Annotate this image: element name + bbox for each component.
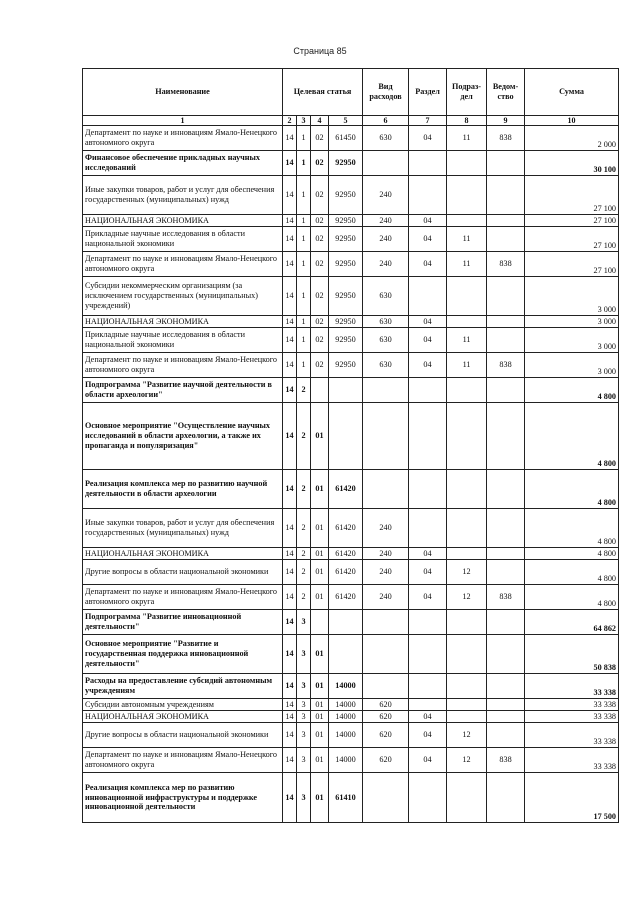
- target-code: 92950: [329, 316, 363, 328]
- section: [409, 176, 447, 215]
- subsection: [447, 699, 487, 711]
- index-cell: 4: [311, 116, 329, 126]
- department: [487, 548, 525, 560]
- target-subprogram: 1: [297, 227, 311, 252]
- subsection: 12: [447, 748, 487, 773]
- target-measure: 02: [311, 215, 329, 227]
- amount: 4 800: [525, 509, 619, 548]
- header-sum: Сумма: [525, 69, 619, 116]
- budget-table: [82, 68, 619, 823]
- subsection: 12: [447, 560, 487, 585]
- target-subprogram: 3: [297, 699, 311, 711]
- department: [487, 470, 525, 509]
- row-name: Реализация комплекса мер по развитию инновационной инфраструктуры и поддержке инновационной деятельности: [83, 773, 283, 823]
- index-cell: 3: [297, 116, 311, 126]
- target-program: 14: [283, 723, 297, 748]
- target-code: [329, 378, 363, 403]
- amount: 3 000: [525, 316, 619, 328]
- target-measure: 01: [311, 403, 329, 470]
- target-code: 14000: [329, 723, 363, 748]
- target-code: [329, 610, 363, 635]
- target-subprogram: 2: [297, 585, 311, 610]
- expense-type: 240: [363, 548, 409, 560]
- table-row: [83, 176, 619, 215]
- row-name: Департамент по науке и инновациям Ямало-Ненецкого автономного округа: [83, 126, 283, 151]
- target-code: 61420: [329, 560, 363, 585]
- expense-type: 620: [363, 711, 409, 723]
- row-name: Другие вопросы в области национальной экономики: [83, 723, 283, 748]
- subsection: 11: [447, 227, 487, 252]
- target-program: 14: [283, 585, 297, 610]
- row-name: Расходы на предоставление субсидий автономным учреждениям: [83, 674, 283, 699]
- amount: 33 338: [525, 699, 619, 711]
- target-subprogram: 2: [297, 509, 311, 548]
- table-row: [83, 277, 619, 316]
- row-name: Иные закупки товаров, работ и услуг для обеспечения государственных (муниципальных) нужд: [83, 176, 283, 215]
- target-subprogram: 3: [297, 635, 311, 674]
- header-section: Раздел: [409, 69, 447, 116]
- amount: 4 800: [525, 548, 619, 560]
- section: [409, 151, 447, 176]
- target-subprogram: 1: [297, 353, 311, 378]
- expense-type: [363, 610, 409, 635]
- table-row: [83, 353, 619, 378]
- department: 838: [487, 353, 525, 378]
- department: [487, 277, 525, 316]
- target-subprogram: 3: [297, 674, 311, 699]
- department: [487, 635, 525, 674]
- department: [487, 227, 525, 252]
- table-row: [83, 470, 619, 509]
- target-program: 14: [283, 277, 297, 316]
- section: 04: [409, 353, 447, 378]
- target-subprogram: 1: [297, 215, 311, 227]
- subsection: [447, 316, 487, 328]
- target-program: 14: [283, 151, 297, 176]
- target-program: 14: [283, 215, 297, 227]
- target-measure: [311, 610, 329, 635]
- department: [487, 509, 525, 548]
- index-cell: 10: [525, 116, 619, 126]
- section: [409, 403, 447, 470]
- section: 04: [409, 227, 447, 252]
- target-measure: 02: [311, 126, 329, 151]
- row-name: Другие вопросы в области национальной экономики: [83, 560, 283, 585]
- section: [409, 635, 447, 674]
- target-program: 14: [283, 509, 297, 548]
- section: [409, 773, 447, 823]
- department: [487, 674, 525, 699]
- expense-type: [363, 674, 409, 699]
- section: [409, 610, 447, 635]
- amount: 3 000: [525, 353, 619, 378]
- department: [487, 711, 525, 723]
- amount: 33 338: [525, 723, 619, 748]
- section: [409, 470, 447, 509]
- department: [487, 316, 525, 328]
- target-code: 61420: [329, 548, 363, 560]
- target-measure: 01: [311, 674, 329, 699]
- table-row: [83, 560, 619, 585]
- target-measure: 02: [311, 151, 329, 176]
- table-row: [83, 151, 619, 176]
- target-subprogram: 1: [297, 126, 311, 151]
- row-name: Подпрограмма "Развитие научной деятельности в области археологии": [83, 378, 283, 403]
- header-exp-type: Вид расходов: [363, 69, 409, 116]
- subsection: [447, 403, 487, 470]
- table-row: [83, 215, 619, 227]
- target-subprogram: 1: [297, 328, 311, 353]
- subsection: [447, 548, 487, 560]
- target-program: 14: [283, 548, 297, 560]
- expense-type: [363, 470, 409, 509]
- row-name: Департамент по науке и инновациям Ямало-Ненецкого автономного округа: [83, 585, 283, 610]
- target-program: 14: [283, 126, 297, 151]
- index-row: [83, 116, 619, 126]
- expense-type: 630: [363, 126, 409, 151]
- table-row: [83, 773, 619, 823]
- target-subprogram: 2: [297, 403, 311, 470]
- amount: 27 100: [525, 227, 619, 252]
- target-code: 61420: [329, 585, 363, 610]
- section: 04: [409, 316, 447, 328]
- target-program: 14: [283, 610, 297, 635]
- amount: 4 800: [525, 403, 619, 470]
- target-measure: 02: [311, 277, 329, 316]
- table-row: [83, 711, 619, 723]
- section: 04: [409, 560, 447, 585]
- target-subprogram: 2: [297, 560, 311, 585]
- amount: 50 838: [525, 635, 619, 674]
- target-code: 92950: [329, 215, 363, 227]
- row-name: Прикладные научные исследования в области национальной экономики: [83, 227, 283, 252]
- subsection: [447, 151, 487, 176]
- subsection: [447, 610, 487, 635]
- subsection: [447, 635, 487, 674]
- target-measure: 01: [311, 699, 329, 711]
- target-program: 14: [283, 470, 297, 509]
- target-code: 92950: [329, 277, 363, 316]
- target-program: 14: [283, 227, 297, 252]
- row-name: НАЦИОНАЛЬНАЯ ЭКОНОМИКА: [83, 215, 283, 227]
- target-measure: 01: [311, 509, 329, 548]
- row-name: НАЦИОНАЛЬНАЯ ЭКОНОМИКА: [83, 711, 283, 723]
- index-cell: 2: [283, 116, 297, 126]
- index-cell: 5: [329, 116, 363, 126]
- subsection: [447, 509, 487, 548]
- subsection: 12: [447, 723, 487, 748]
- row-name: Прикладные научные исследования в области национальной экономики: [83, 328, 283, 353]
- target-code: 14000: [329, 699, 363, 711]
- department: 838: [487, 585, 525, 610]
- target-measure: 01: [311, 748, 329, 773]
- target-measure: 02: [311, 176, 329, 215]
- page-label: Страница 85: [293, 46, 347, 56]
- target-subprogram: 3: [297, 711, 311, 723]
- section: 04: [409, 126, 447, 151]
- row-name: Подпрограмма "Развитие инновационной деятельности": [83, 610, 283, 635]
- table-row: [83, 378, 619, 403]
- subsection: [447, 773, 487, 823]
- target-measure: 01: [311, 470, 329, 509]
- target-subprogram: 3: [297, 610, 311, 635]
- target-code: 61420: [329, 470, 363, 509]
- target-code: 92950: [329, 252, 363, 277]
- amount: 3 000: [525, 277, 619, 316]
- index-cell: 9: [487, 116, 525, 126]
- target-program: 14: [283, 378, 297, 403]
- table-row: [83, 227, 619, 252]
- table-row: [83, 403, 619, 470]
- department: [487, 151, 525, 176]
- department: [487, 215, 525, 227]
- row-name: Субсидии некоммерческим организациям (за исключением государственных (муниципальных) учреждений): [83, 277, 283, 316]
- section: 04: [409, 723, 447, 748]
- expense-type: 240: [363, 252, 409, 277]
- target-code: 92950: [329, 151, 363, 176]
- subsection: [447, 674, 487, 699]
- target-code: 14000: [329, 674, 363, 699]
- target-measure: 01: [311, 711, 329, 723]
- target-code: 14000: [329, 748, 363, 773]
- amount: 4 800: [525, 378, 619, 403]
- target-program: 14: [283, 353, 297, 378]
- expense-type: 240: [363, 227, 409, 252]
- section: [409, 509, 447, 548]
- target-code: 92950: [329, 328, 363, 353]
- target-measure: 02: [311, 316, 329, 328]
- target-measure: 01: [311, 773, 329, 823]
- target-program: 14: [283, 560, 297, 585]
- target-measure: 01: [311, 635, 329, 674]
- department: [487, 560, 525, 585]
- target-subprogram: 3: [297, 773, 311, 823]
- target-measure: 02: [311, 353, 329, 378]
- section: 04: [409, 252, 447, 277]
- table-row: [83, 316, 619, 328]
- department: 838: [487, 126, 525, 151]
- section: 04: [409, 215, 447, 227]
- department: [487, 723, 525, 748]
- target-program: 14: [283, 699, 297, 711]
- expense-type: 620: [363, 723, 409, 748]
- amount: 30 100: [525, 151, 619, 176]
- department: [487, 328, 525, 353]
- row-name: Департамент по науке и инновациям Ямало-Ненецкого автономного округа: [83, 252, 283, 277]
- target-program: 14: [283, 252, 297, 277]
- expense-type: 240: [363, 215, 409, 227]
- subsection: [447, 176, 487, 215]
- target-subprogram: 2: [297, 548, 311, 560]
- target-subprogram: 3: [297, 748, 311, 773]
- subsection: 11: [447, 353, 487, 378]
- table-row: [83, 748, 619, 773]
- target-code: [329, 403, 363, 470]
- target-subprogram: 1: [297, 176, 311, 215]
- target-program: 14: [283, 328, 297, 353]
- amount: 33 338: [525, 748, 619, 773]
- target-code: 61450: [329, 126, 363, 151]
- section: 04: [409, 585, 447, 610]
- subsection: 11: [447, 252, 487, 277]
- amount: 27 100: [525, 176, 619, 215]
- amount: 4 800: [525, 470, 619, 509]
- expense-type: 240: [363, 509, 409, 548]
- expense-type: [363, 151, 409, 176]
- amount: 27 100: [525, 252, 619, 277]
- department: [487, 773, 525, 823]
- index-cell: 8: [447, 116, 487, 126]
- target-measure: 01: [311, 723, 329, 748]
- amount: 33 338: [525, 711, 619, 723]
- department: [487, 378, 525, 403]
- target-subprogram: 1: [297, 316, 311, 328]
- header-dept: Ведом-ство: [487, 69, 525, 116]
- target-measure: 01: [311, 585, 329, 610]
- target-program: 14: [283, 403, 297, 470]
- table-row: [83, 509, 619, 548]
- expense-type: 630: [363, 353, 409, 378]
- expense-type: 240: [363, 585, 409, 610]
- expense-type: 240: [363, 560, 409, 585]
- department: [487, 610, 525, 635]
- row-name: Финансовое обеспечение прикладных научных исследований: [83, 151, 283, 176]
- section: 04: [409, 748, 447, 773]
- expense-type: [363, 773, 409, 823]
- subsection: [447, 277, 487, 316]
- target-measure: [311, 378, 329, 403]
- amount: 4 800: [525, 560, 619, 585]
- target-code: 92950: [329, 353, 363, 378]
- index-cell: 7: [409, 116, 447, 126]
- expense-type: 620: [363, 699, 409, 711]
- table-row: [83, 126, 619, 151]
- target-program: 14: [283, 635, 297, 674]
- section: [409, 699, 447, 711]
- expense-type: 620: [363, 748, 409, 773]
- header-name: Наименование: [83, 69, 283, 116]
- target-measure: 01: [311, 548, 329, 560]
- amount: 64 862: [525, 610, 619, 635]
- section: [409, 277, 447, 316]
- amount: 27 100: [525, 215, 619, 227]
- section: 04: [409, 548, 447, 560]
- table-row: [83, 252, 619, 277]
- amount: 17 500: [525, 773, 619, 823]
- expense-type: [363, 635, 409, 674]
- target-code: 92950: [329, 176, 363, 215]
- target-code: [329, 635, 363, 674]
- table-row: [83, 585, 619, 610]
- subsection: 12: [447, 585, 487, 610]
- target-measure: 02: [311, 227, 329, 252]
- subsection: 11: [447, 126, 487, 151]
- expense-type: 630: [363, 316, 409, 328]
- row-name: Департамент по науке и инновациям Ямало-Ненецкого автономного округа: [83, 748, 283, 773]
- table-row: [83, 610, 619, 635]
- section: 04: [409, 711, 447, 723]
- target-subprogram: 1: [297, 252, 311, 277]
- target-program: 14: [283, 674, 297, 699]
- table-row: [83, 699, 619, 711]
- target-measure: 01: [311, 560, 329, 585]
- target-code: 61420: [329, 509, 363, 548]
- expense-type: 630: [363, 328, 409, 353]
- row-name: НАЦИОНАЛЬНАЯ ЭКОНОМИКА: [83, 548, 283, 560]
- table-row: [83, 548, 619, 560]
- row-name: НАЦИОНАЛЬНАЯ ЭКОНОМИКА: [83, 316, 283, 328]
- target-code: 61410: [329, 773, 363, 823]
- department: 838: [487, 252, 525, 277]
- row-name: Основное мероприятие "Осуществление научных исследований в области археологии, а также их пропаганда и популяризация": [83, 403, 283, 470]
- department: [487, 699, 525, 711]
- row-name: Департамент по науке и инновациям Ямало-Ненецкого автономного округа: [83, 353, 283, 378]
- target-measure: 02: [311, 328, 329, 353]
- target-program: 14: [283, 748, 297, 773]
- target-program: 14: [283, 176, 297, 215]
- expense-type: [363, 403, 409, 470]
- section: 04: [409, 328, 447, 353]
- row-name: Основное мероприятие "Развитие и государственная поддержка инновационной деятельности": [83, 635, 283, 674]
- target-program: 14: [283, 316, 297, 328]
- table-row: [83, 328, 619, 353]
- target-subprogram: 1: [297, 151, 311, 176]
- subsection: 11: [447, 328, 487, 353]
- expense-type: 240: [363, 176, 409, 215]
- target-subprogram: 1: [297, 277, 311, 316]
- table-row: [83, 723, 619, 748]
- index-cell: 6: [363, 116, 409, 126]
- subsection: [447, 378, 487, 403]
- subsection: [447, 711, 487, 723]
- table-row: [83, 635, 619, 674]
- table-row: [83, 674, 619, 699]
- target-subprogram: 2: [297, 470, 311, 509]
- department: 838: [487, 748, 525, 773]
- amount: 3 000: [525, 328, 619, 353]
- subsection: [447, 215, 487, 227]
- header-row: [83, 69, 619, 116]
- target-measure: 02: [311, 252, 329, 277]
- target-program: 14: [283, 711, 297, 723]
- department: [487, 176, 525, 215]
- index-cell: 1: [83, 116, 283, 126]
- header-subsection: Подраз-дел: [447, 69, 487, 116]
- section: [409, 378, 447, 403]
- department: [487, 403, 525, 470]
- amount: 33 338: [525, 674, 619, 699]
- row-name: Реализация комплекса мер по развитию научной деятельности в области археологии: [83, 470, 283, 509]
- expense-type: [363, 378, 409, 403]
- section: [409, 674, 447, 699]
- row-name: Субсидии автономным учреждениям: [83, 699, 283, 711]
- target-subprogram: 2: [297, 378, 311, 403]
- row-name: Иные закупки товаров, работ и услуг для обеспечения государственных (муниципальных) нужд: [83, 509, 283, 548]
- subsection: [447, 470, 487, 509]
- target-code: 14000: [329, 711, 363, 723]
- expense-type: 630: [363, 277, 409, 316]
- amount: 2 000: [525, 126, 619, 151]
- target-program: 14: [283, 773, 297, 823]
- header-target: Целевая статья: [283, 69, 363, 116]
- amount: 4 800: [525, 585, 619, 610]
- target-subprogram: 3: [297, 723, 311, 748]
- target-code: 92950: [329, 227, 363, 252]
